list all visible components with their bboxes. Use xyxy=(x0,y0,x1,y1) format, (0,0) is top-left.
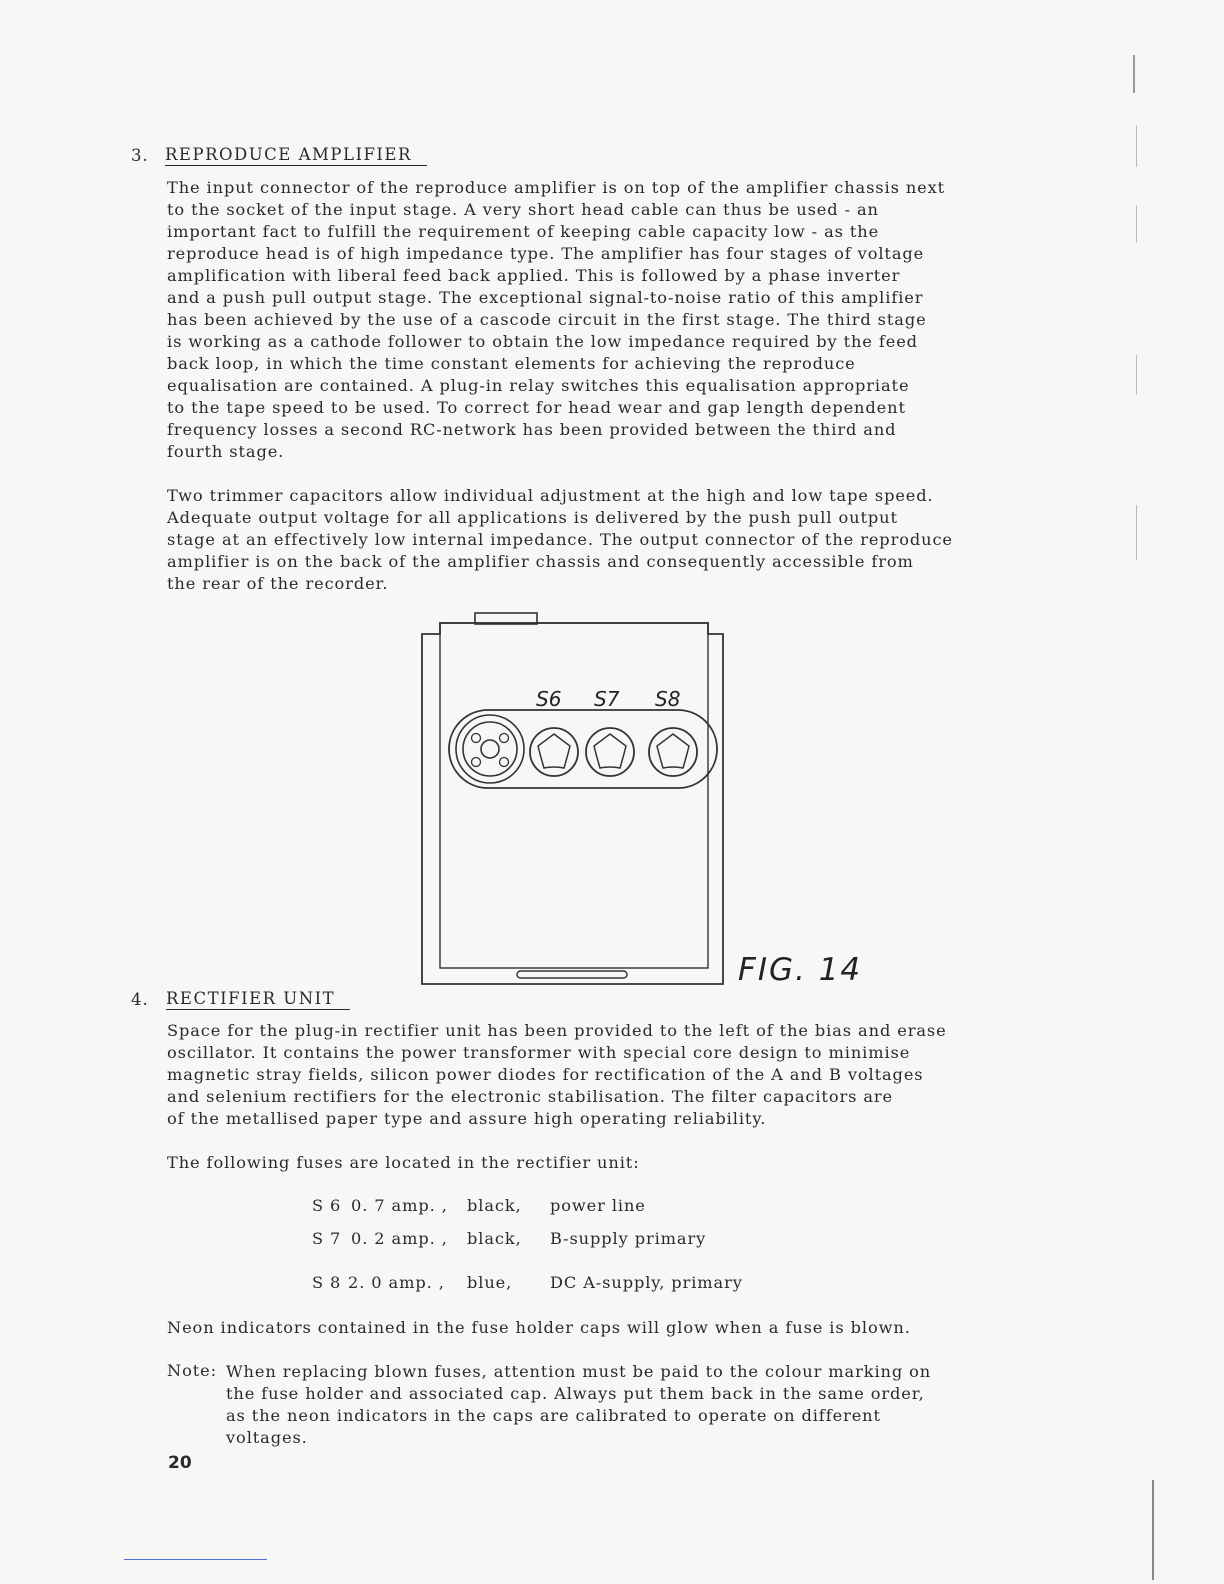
text-line: important fact to fulfill the requirement of keeping cable capacity low - as the xyxy=(167,222,880,241)
text-line: Space for the plug-in rectifier unit has been provided to the left of the bias and erase xyxy=(167,1021,947,1040)
fuse-rating: 0. 7 amp. , xyxy=(351,1196,448,1215)
text-line: stage at an effectively low internal impedance. The output connector of the reproduce xyxy=(167,530,953,549)
fuse-circuit: DC A-supply, primary xyxy=(550,1273,743,1292)
fuses-intro-text: The following fuses are located in the rectifier unit: xyxy=(167,1153,640,1172)
text-line: frequency losses a second RC-network has been provided between the third and xyxy=(167,420,897,439)
fig-14-diagram xyxy=(418,608,728,988)
neon-text-line: Neon indicators contained in the fuse holder caps will glow when a fuse is blown. xyxy=(167,1318,911,1337)
text-line: to the socket of the input stage. A very short head cable can thus be used - an xyxy=(167,200,879,219)
text-line: voltages. xyxy=(226,1428,308,1447)
footer-rule xyxy=(124,1559,267,1560)
text-line: of the metallised paper type and assure high operating reliability. xyxy=(167,1109,767,1128)
chassis-inner-panel xyxy=(440,623,708,968)
text-line: amplifier is on the back of the amplifier chassis and consequently accessible from xyxy=(167,552,914,571)
fuse-circuit: power line xyxy=(550,1196,646,1215)
text-line: When replacing blown fuses, attention must be paid to the colour marking on xyxy=(226,1362,932,1381)
text-line: the rear of the recorder. xyxy=(167,574,389,593)
text-line: oscillator. It contains the power transformer with special core design to minimise xyxy=(167,1043,911,1062)
fuse-color: black, xyxy=(467,1196,522,1215)
page-number: 20 xyxy=(168,1453,192,1473)
section-3-number: 3. xyxy=(131,146,149,165)
text-line: has been achieved by the use of a cascode circuit in the first stage. The third stage xyxy=(167,310,927,329)
label-s7: S7 xyxy=(594,687,620,711)
section-4-title: RECTIFIER UNIT xyxy=(166,990,350,1010)
fuse-holder-s6 xyxy=(530,728,578,776)
text-line: to the tape speed to be used. To correct for head wear and gap length dependent xyxy=(167,398,906,417)
fuse-id: S 7 xyxy=(312,1229,342,1248)
fuse-id: S 8 xyxy=(312,1273,342,1292)
fuse-circuit: B-supply primary xyxy=(550,1229,707,1248)
bottom-slot xyxy=(517,971,627,978)
scan-edge-mark xyxy=(1136,355,1137,395)
section-4-number: 4. xyxy=(131,990,149,1009)
chassis-outer-frame xyxy=(422,623,723,984)
scan-edge-mark xyxy=(1152,1480,1154,1580)
text-line: and a push pull output stage. The exceptional signal-to-noise ratio of this amplifier xyxy=(167,288,924,307)
text-line: equalisation are contained. A plug-in relay switches this equalisation appropriate xyxy=(167,376,910,395)
text-line: amplification with liberal feed back applied. This is followed by a phase inverter xyxy=(167,266,901,285)
fuse-rating: 0. 2 amp. , xyxy=(351,1229,448,1248)
text-line: and selenium rectifiers for the electronic stabilisation. The filter capacitors are xyxy=(167,1087,894,1106)
fuse-color: black, xyxy=(467,1229,522,1248)
socket-connector xyxy=(456,715,524,783)
scan-edge-mark xyxy=(1133,55,1135,93)
text-line: is working as a cathode follower to obtain the low impedance required by the feed xyxy=(167,332,918,351)
scan-edge-mark xyxy=(1136,125,1137,167)
label-s8: S8 xyxy=(655,687,681,711)
fuses-intro xyxy=(167,1152,1007,1174)
fuse-id: S 6 xyxy=(312,1196,342,1215)
text-line: the fuse holder and associated cap. Always put them back in the same order, xyxy=(226,1384,925,1403)
section-3-title: REPRODUCE AMPLIFIER xyxy=(165,146,427,166)
label-s6: S6 xyxy=(536,687,562,711)
text-line: Adequate output voltage for all applications is delivered by the push pull output xyxy=(167,508,898,527)
fuse-color: blue, xyxy=(467,1273,513,1292)
scan-edge-mark xyxy=(1136,505,1137,560)
reproduce-paragraph-2 xyxy=(167,485,1007,595)
text-line: The input connector of the reproduce amplifier is on top of the amplifier chassis next xyxy=(167,178,946,197)
text-line: fourth stage. xyxy=(167,442,285,461)
fuse-rating: 2. 0 amp. , xyxy=(348,1273,445,1292)
reproduce-paragraph-1 xyxy=(167,177,1007,463)
text-line: magnetic stray fields, silicon power diodes for rectification of the A and B voltages xyxy=(167,1065,924,1084)
figure-caption: FIG. 14 xyxy=(738,952,863,988)
neon-indicators-text xyxy=(167,1317,1007,1339)
note-body xyxy=(226,1361,1006,1449)
text-line: as the neon indicators in the caps are calibrated to operate on different xyxy=(226,1406,881,1425)
fuse-holder-s7 xyxy=(586,728,634,776)
scan-edge-mark xyxy=(1136,205,1137,243)
text-line: back loop, in which the time constant elements for achieving the reproduce xyxy=(167,354,856,373)
text-line: Two trimmer capacitors allow individual adjustment at the high and low tape speed. xyxy=(167,486,934,505)
text-line: reproduce head is of high impedance type. The amplifier has four stages of voltage xyxy=(167,244,925,263)
note-label: Note: xyxy=(167,1361,217,1380)
rectifier-paragraph-1 xyxy=(167,1020,1007,1130)
fuse-holder-s8 xyxy=(649,728,697,776)
